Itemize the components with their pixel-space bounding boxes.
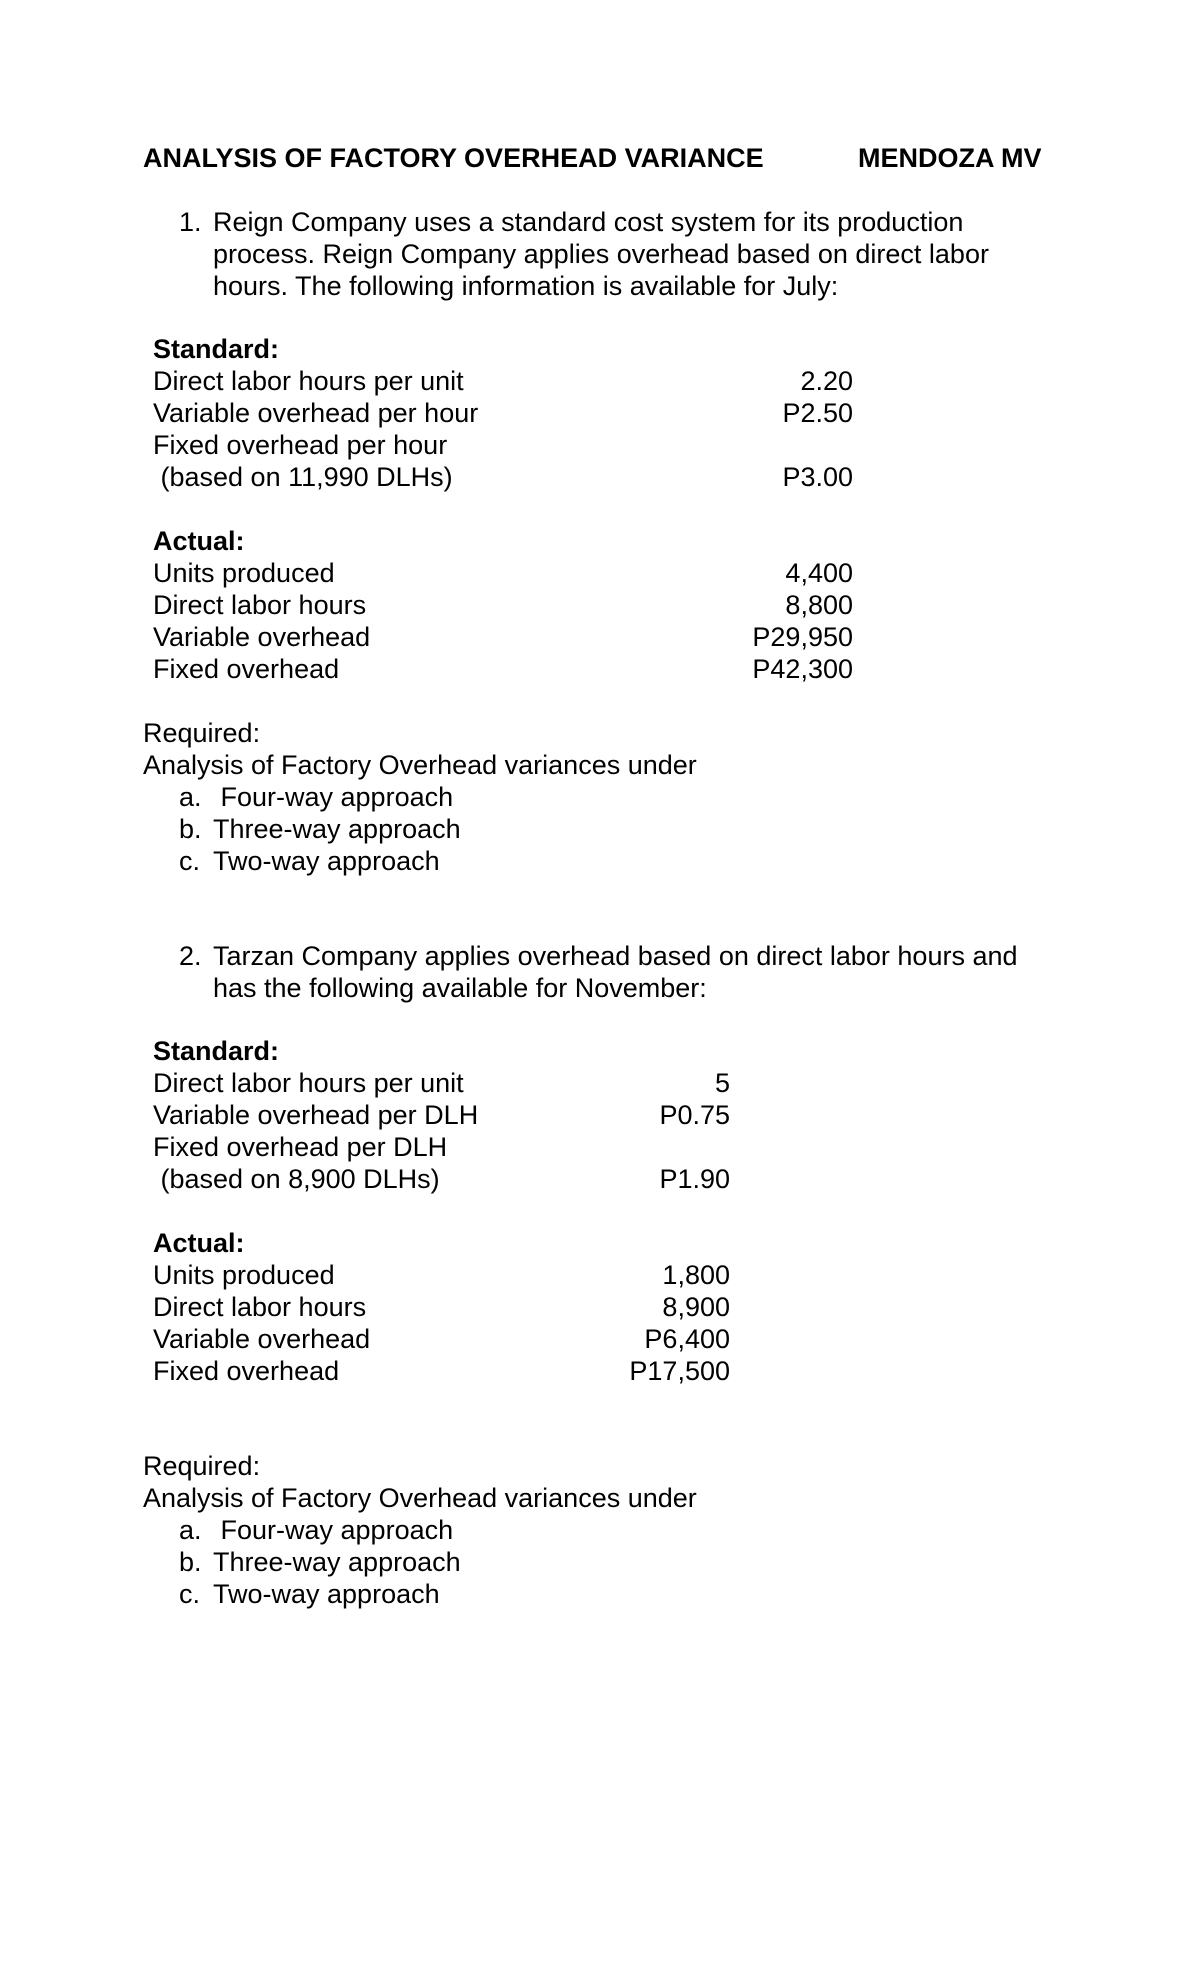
problem-text [213,206,1063,302]
row-label: Fixed overhead [153,654,340,684]
data-row [153,429,853,461]
list-item [143,1514,1043,1546]
document-header [143,142,1043,174]
data-row [153,365,853,397]
row-value: 2.20 [800,366,853,396]
list-letter: a. [179,782,202,812]
problem-1-intro [143,206,1063,302]
row-value: P42,300 [752,654,853,684]
row-label: Units produced [153,1260,335,1290]
row-label: Direct labor hours [153,590,367,620]
required-heading: Required: [143,1451,261,1481]
row-label: Units produced [153,558,335,588]
intro-line: Reign Company uses a standard cost system for its production [213,207,964,237]
row-value: 8,800 [785,590,853,620]
row-value: 5 [714,1068,730,1098]
row-value: P1.90 [659,1164,730,1194]
problem-number: 2. [179,941,202,971]
intro-line: has the following available for November: [213,973,707,1003]
required-line: Analysis of Factory Overhead variances under [143,1483,697,1513]
list-text: Three-way approach [213,814,461,844]
row-value: 1,800 [662,1260,730,1290]
problem-1-actual [153,525,853,685]
intro-line: process. Reign Company applies overhead based on direct labor [213,239,989,269]
intro-line: hours. The following information is available for July: [213,271,839,301]
data-row [153,1291,730,1323]
list-text: Three-way approach [213,1547,461,1577]
data-row [153,1131,730,1163]
row-label: Variable overhead [153,1324,371,1354]
row-label: (based on 8,900 DLHs) [153,1164,440,1194]
list-item [143,813,1043,845]
list-letter: a. [179,1515,202,1545]
row-label: Direct labor hours per unit [153,1068,464,1098]
data-row [153,1355,730,1387]
data-row [153,461,853,493]
list-item [143,1546,1043,1578]
row-value: P6,400 [644,1324,730,1354]
author-name: MENDOZA MV [858,143,1042,173]
problem-1-required [143,717,1043,877]
list-item [143,1578,1043,1610]
standard-heading: Standard: [153,334,280,364]
problem-2-intro [143,940,1063,1004]
actual-heading: Actual: [153,526,245,556]
row-value: P2.50 [782,398,853,428]
problem-2-standard [153,1035,730,1195]
row-label: Fixed overhead per hour [153,430,448,460]
problem-number: 1. [179,207,202,237]
row-value: P3.00 [782,462,853,492]
list-text: Two-way approach [213,1579,440,1609]
list-text: Two-way approach [213,846,440,876]
data-row [153,557,853,589]
row-value: 8,900 [662,1292,730,1322]
row-value: P29,950 [752,622,853,652]
data-row [153,1323,730,1355]
data-row [153,589,853,621]
list-letter: b. [179,1547,202,1577]
row-label: Direct labor hours per unit [153,366,464,396]
problem-2-required [143,1450,1043,1610]
row-label: Variable overhead [153,622,371,652]
list-text: Four-way approach [213,782,454,812]
intro-line: Tarzan Company applies overhead based on direct labor hours and [213,941,1018,971]
problem-text [213,940,1063,1004]
row-label: Variable overhead per DLH [153,1100,479,1130]
standard-heading: Standard: [153,1036,280,1066]
list-item [143,845,1043,877]
data-row [153,397,853,429]
required-heading: Required: [143,718,261,748]
row-value: P17,500 [629,1356,730,1386]
problem-2-actual [153,1227,730,1387]
list-text: Four-way approach [213,1515,454,1545]
data-row [153,653,853,685]
actual-heading: Actual: [153,1228,245,1258]
row-label: Variable overhead per hour [153,398,479,428]
list-letter: b. [179,814,202,844]
problem-1-standard [153,333,853,493]
data-row [153,1067,730,1099]
list-item [143,781,1043,813]
row-label: Fixed overhead [153,1356,340,1386]
list-letter: c. [179,1579,201,1609]
row-label: (based on 11,990 DLHs) [153,462,453,492]
row-label: Direct labor hours [153,1292,367,1322]
data-row [153,621,853,653]
data-row [153,1259,730,1291]
data-row [153,1099,730,1131]
required-line: Analysis of Factory Overhead variances under [143,750,697,780]
list-letter: c. [179,846,201,876]
document-title: ANALYSIS OF FACTORY OVERHEAD VARIANCE [143,143,764,173]
row-value: P0.75 [659,1100,730,1130]
data-row [153,1163,730,1195]
row-value: 4,400 [785,558,853,588]
row-label: Fixed overhead per DLH [153,1132,448,1162]
